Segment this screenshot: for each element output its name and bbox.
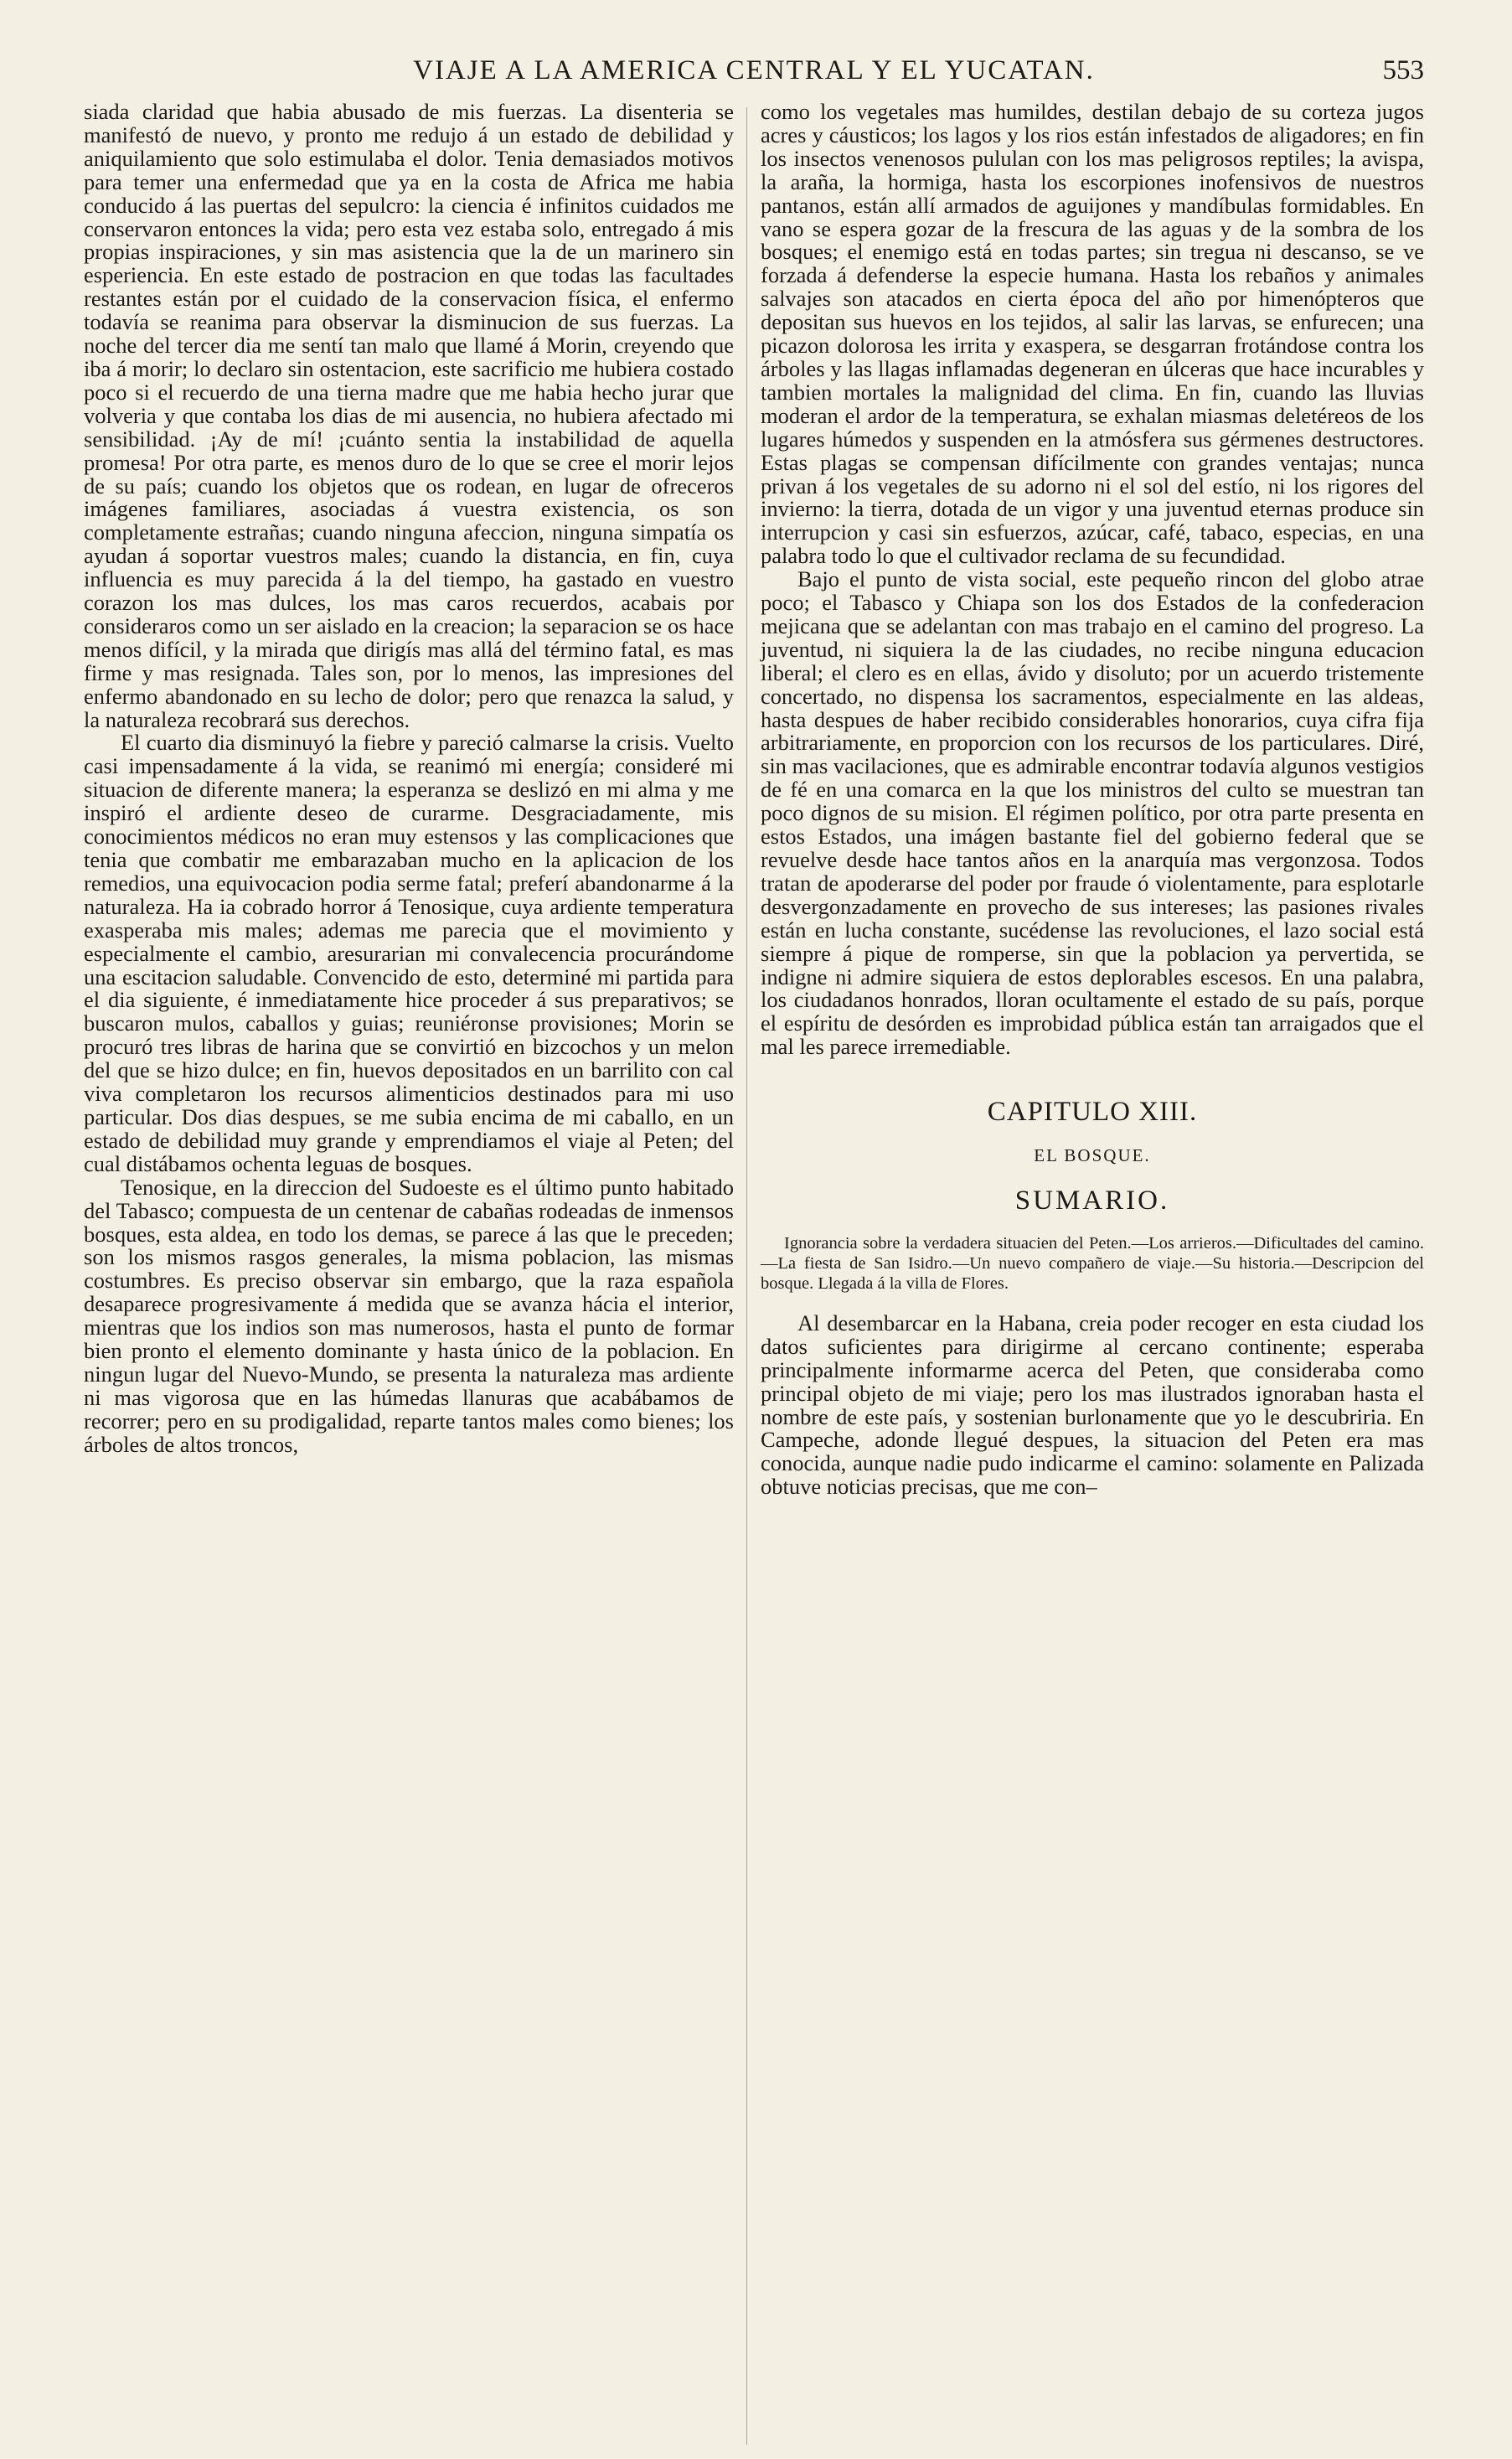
left-column (84, 101, 734, 1457)
chapter-heading: CAPITULO XIII. (987, 1097, 1198, 1128)
running-title: VIAJE A LA AMERICA CENTRAL Y EL YUCATAN. (413, 55, 1095, 85)
paragraph: siada claridad que habia abusado de mis fuerzas. La disenteria se manifestó de nuevo, y pronto me redujo á un estado de debilidad y aniquilamiento que solo estimulaba el dolor. Tenia demasiados motivos para temer una enfermedad que ya en la costa de Africa me habia conducido á las puertas del sepulcro: la ciencia é infinitos cuidados me conservaron entonces la vida; pero esta vez estaba solo, entregado á mis propias inspiraciones, y sin mas asistencia que la de un marinero sin esperiencia. En este estado de postracion en que todas las facultades restantes están por el cuidado de la conservacion física, el enfermo todavía se reanima para observar la disminucion de sus fuerzas. La noche del tercer dia me sentí tan malo que llamé á Morin, creyendo que iba á morir; lo declaro sin ostentacion, este sacrificio me hubiera costado poco si el recuerdo de una tierna madre que me habia hecho jurar que volveria y que contaba los dias de mi ausencia, no hubiera afectado mi sensibilidad. ¡Ay de mí! ¡cuánto sentia la instabilidad de aquella promesa! Por otra parte, es menos duro de lo que se cree el morir lejos de su país; cuando los objetos que os rodean, en lugar de ofreceros imágenes familiares, asociadas á vuestra existencia, os son completamente estrañas; cuando ninguna afeccion, ninguna simpatía os ayudan á soportar vuestros males; cuando la distancia, en fin, cuya influencia es muy parecida á la del tiempo, ha gastado en vuestro corazon los mas dulces, los mas caros recuerdos, acabais por consideraros como un ser aislado en la creacion; la separacion se os hace menos difícil, y la mirada que dirigís mas allá del término fatal, es mas firme y mas resignada. Tales son, por lo menos, las impresiones del enfermo abandonado en su lecho de dolor; pero que renazca la salud, y la naturaleza recobrará sus derechos. (84, 99, 734, 732)
page-header (84, 55, 1424, 97)
paragraph: como los vegetales mas humildes, destilan debajo de su corteza jugos acres y cáusticos; los lagos y los rios están infestados de aligadores; en fin los insectos venenosos pululan con los mas peligrosos reptiles; la avispa, la araña, la hormiga, hasta los escorpiones inofensivos de nuestros pantanos, están allí armados de aguijones y mandíbulas formidables. En vano se espera gozar de la frescura de las aguas y de la sombra de los bosques; el enemigo está en todas partes; sin tregua ni descanso, se ve forzada á defenderse la especie humana. Hasta los rebaños y animales salvajes son atacados en cierta época del año por himenópteros que depositan sus huevos en los tejidos, al salir las larvas, se enfurecen; una picazon dolorosa les irrita y exaspera, se desgarran frotándose contra los árboles y las llagas inflamadas degeneran en úlceras que hace incurables y tambien mortales la malignidad del clima. En fin, cuando las lluvias moderan el ardor de la temperatura, se exhalan miasmas deletéreos de los lugares húmedos y suspenden en la atmósfera sus gérmenes destructores. Estas plagas se compensan difícilmente con grandes ventajas; nunca privan á los vegetales de su adorno ni el sol del estío, ni los rigores del invierno: la tierra, dotada de un vigor y una juventud eternas produce sin interrupcion y casi sin esfuerzos, azúcar, café, tabaco, especias, en una palabra todo lo que el cultivador reclama de su fecundidad. (761, 99, 1424, 569)
paragraph: Bajo el punto de vista social, este pequeño rincon del globo atrae poco; el Tabasco y Chiapa son los dos Estados de la confederacion mejicana que se adelantan con mas trabajo en el camino del progreso. La juventud, ni siquiera la de las ciudades, no recibe ninguna educacion liberal; el clero es en ellas, ávido y disoluto; por un acuerdo tristemente concertado, no dispensa los sacramentos, especialmente en las aldeas, hasta despues de haber recibido considerables honorarios, cuya cifra fija arbitrariamente, en proporcion con los recursos de los particulares. Diré, sin mas vacilaciones, que es admirable encontrar todavía algunos vestigios de fé en una comarca en la que los ministros del culto se muestran tan poco dignos de su mision. El régimen político, por otra parte presenta en estos Estados, una imágen bastante fiel del gobierno federal que se revuelve desde hace tantos años en la anarquía mas vergonzosa. Todos tratan de apoderarse del poder por fraude ó violentamente, para esplotarle desvergonzadamente en provecho de sus intereses; las pasiones rivales están en lucha constante, sucédense las revoluciones, el lazo social está siempre á pique de romperse, sin que la poblacion ya pervertida, se indigne ni admire siquiera de estos deplorables escesos. En una palabra, los ciudadanos honrados, lloran ocultamente el estado de su país, porque el espíritu de desórden es improbidad pública están tan arraigados que el mal les parece irremediable. (761, 566, 1424, 1060)
page-number: 553 (1382, 55, 1424, 85)
column-divider (746, 107, 747, 2445)
right-column (761, 101, 1424, 1499)
summary-heading: SUMARIO. (1014, 1185, 1170, 1216)
chapter-subtitle: EL BOSQUE. (1034, 1145, 1151, 1166)
paragraph: Tenosique, en la direccion del Sudoeste es el último punto habitado del Tabasco; compuesta de un centenar de cabañas rodeadas de inmensos bosques, esta aldea, en todo los demas, se parece á las que le preceden; son los mismos rasgos generales, la misma poblacion, las mismas costumbres. Es preciso observar sin embargo, que la raza española desaparece progresivamente á medida que se avanza hácia el interior, mientras que los indios son mas numerosos, hasta el punto de formar bien pronto el elemento dominante y hasta único de la poblacion. En ningun lugar del Nuevo-Mundo, se presenta la naturaleza mas ardiente ni mas vigorosa que en las húmedas llanuras que acabábamos de recorrer; pero en su prodigalidad, reparte tantos males como bienes; los árboles de altos troncos, (84, 1174, 734, 1457)
chapter-summary: Ignorancia sobre la verdadera situacien del Peten.—Los arrieros.—Dificultades del camino.—La fiesta de San Isidro.—Un nuevo compañero de viaje.—Su historia.—Descripcion del bosque. Llegada á la villa de Flores. (761, 1233, 1424, 1293)
paragraph: Al desembarcar en la Habana, creia poder recoger en esta ciudad los datos suficientes para dirigirme al cercano continente; esperaba principalmente informarme acerca del Peten, que consideraba como principal objeto de mi viaje; pero los mas ilustrados ignoraban hasta el nombre de este país, y sostenian burlonamente que yo le descubriria. En Campeche, adonde llegué despues, la situacion del Peten era mas conocida, aunque nadie pudo indicarme el camino: solamente en Palizada obtuve noticias precisas, que me con– (761, 1310, 1424, 1500)
paragraph: El cuarto dia disminuyó la fiebre y pareció calmarse la crisis. Vuelto casi impensadamente á la vida, se reanimó mi energía; consideré mi situacion de diferente manera; la esperanza se deslizó en mi alma y me inspiró el ardiente deseo de curarme. Desgraciadamente, mis conocimientos médicos no eran muy estensos y las complicaciones que tenia que combatir me embarazaban mucho en la aplicacion de los remedios, una equivocacion podia serme fatal; preferí abandonarme á la naturaleza. Ha ia cobrado horror á Tenosique, cuya ardiente temperatura exasperaba mis males; ademas me parecia que el movimiento y especialmente el cambio, aresurarian mi convalecencia procurándome una escitacion saludable. Convencido de esto, determiné mi partida para el dia siguiente, é inmediatamente hice proceder á sus preparativos; se buscaron mulos, caballos y guias; reuniéronse provisiones; Morin se procuró tres libras de harina que se convirtió en bizcochos y un melon del que se hizo dulce; en fin, huevos depositados en un barrilito con cal viva completaron los recursos alimenticios destinados para mi uso particular. Dos dias despues, se me subia encima de mi caballo, en un estado de debilidad muy grande y emprendiamos el viaje al Peten; del cual distábamos ochenta leguas de bosques. (84, 730, 734, 1176)
